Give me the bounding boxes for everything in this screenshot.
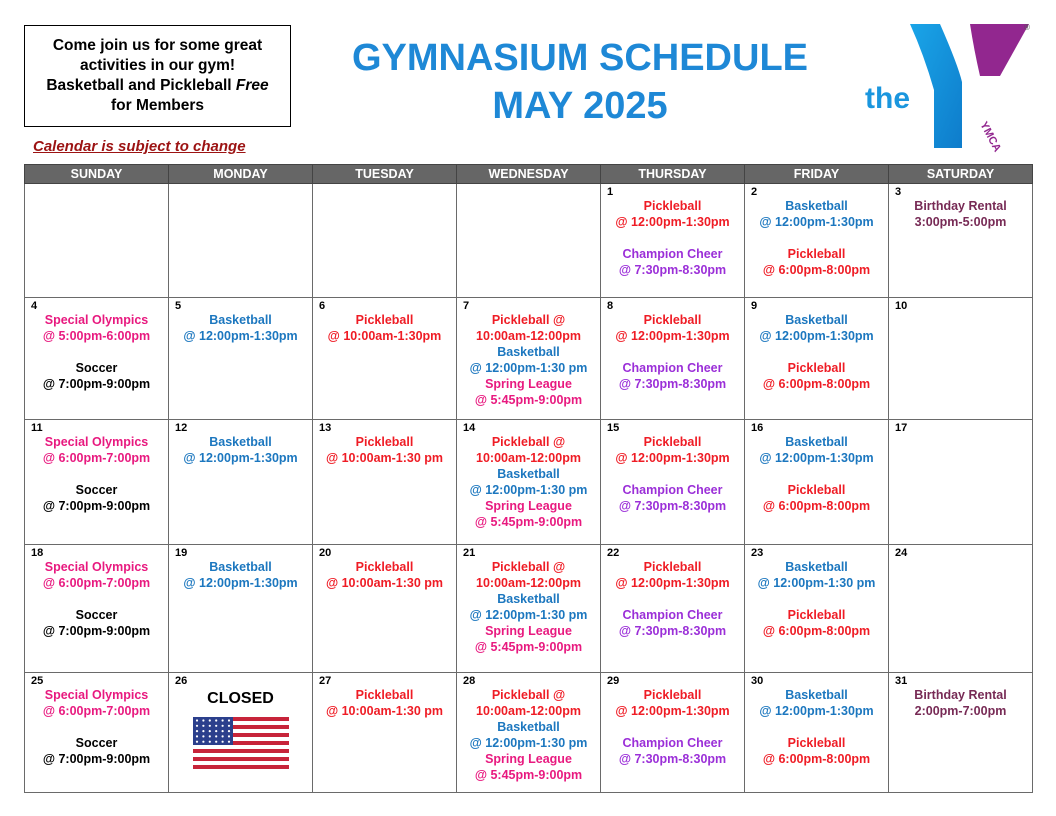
bball-event-line: Basketball [497, 720, 560, 734]
closed-label: CLOSED [207, 690, 274, 707]
event-spacer [601, 466, 744, 482]
event-spacer [745, 466, 888, 482]
bball-event-line: @ 12:00pm-1:30pm [759, 704, 874, 718]
weekday-header: FRIDAY [745, 165, 889, 184]
special-event-line: Special Olympics [44, 688, 149, 702]
day-cell [601, 545, 745, 673]
day-cell [745, 545, 889, 673]
day-events [25, 545, 168, 639]
pickle-event-line: Pickleball [643, 560, 702, 574]
day-cell [169, 184, 313, 298]
promo-line: for Members [110, 97, 205, 114]
day-cell [25, 298, 169, 420]
day-events [601, 420, 744, 514]
day-cell [313, 545, 457, 673]
event-spacer [25, 591, 168, 607]
day-events [745, 545, 888, 639]
day-cell [313, 184, 457, 298]
pickle-event-line: Pickleball [355, 435, 414, 449]
cheer-event-line: Champion Cheer [622, 736, 723, 750]
day-events [889, 673, 1032, 719]
calendar-week-row [25, 420, 1033, 545]
day-events [169, 298, 312, 344]
pickle-event-line: @ 10:00am-1:30 pm [325, 576, 444, 590]
spring-event-line: Spring League [485, 499, 572, 513]
title-line-month: MAY 2025 [492, 85, 668, 127]
pickle-event-line: Pickleball [787, 247, 846, 261]
day-events [169, 545, 312, 591]
day-cell [745, 298, 889, 420]
day-events [25, 673, 168, 767]
day-number: 17 [895, 422, 908, 434]
day-events [889, 298, 1032, 312]
special-event-line: @ 6:00pm-7:00pm [42, 576, 151, 590]
pickle-event-line: @ 6:00pm-8:00pm [762, 263, 871, 277]
pickle-event-line: @ 12:00pm-1:30pm [615, 576, 730, 590]
special-event-line: @ 6:00pm-7:00pm [42, 704, 151, 718]
day-number: 24 [895, 547, 908, 559]
calendar-week-row [25, 545, 1033, 673]
day-events [745, 184, 888, 278]
day-cell [169, 298, 313, 420]
day-events [313, 184, 456, 198]
pickle-event-line: @ 6:00pm-8:00pm [762, 624, 871, 638]
day-events [745, 298, 888, 392]
birthday-event-line: 2:00pm-7:00pm [914, 704, 1007, 718]
pickle-event-line: @ 6:00pm-8:00pm [762, 752, 871, 766]
bball-event-line: Basketball [497, 345, 560, 359]
day-cell [889, 420, 1033, 545]
event-spacer [601, 230, 744, 246]
day-number: 21 [463, 547, 476, 559]
pickle-event-line: Pickleball [643, 435, 702, 449]
bball-event-line: Basketball [497, 592, 560, 606]
day-number: 5 [175, 300, 182, 312]
pickle-event-line: Pickleball [787, 361, 846, 375]
bball-event-line: Basketball [785, 688, 848, 702]
day-cell [745, 184, 889, 298]
promo-line-text: Basketball and Pickleball [46, 77, 236, 94]
bball-event-line: Basketball [209, 560, 272, 574]
cheer-event-line: @ 7:30pm-8:30pm [618, 752, 727, 766]
event-spacer [25, 719, 168, 735]
event-spacer [25, 466, 168, 482]
promo-line: Come join us for some great [52, 37, 263, 54]
day-cell [457, 184, 601, 298]
day-number: 29 [607, 675, 620, 687]
day-cell [601, 420, 745, 545]
special-event-line: @ 6:00pm-7:00pm [42, 451, 151, 465]
pickle-event-line: @ 12:00pm-1:30pm [615, 329, 730, 343]
pickle-event-line: @ 10:00am-1:30 pm [325, 451, 444, 465]
pickle-event-line: 10:00am-12:00pm [476, 451, 581, 465]
pickle-event-line: Pickleball @ [491, 313, 566, 327]
day-events [313, 420, 456, 466]
special-event-line: Special Olympics [44, 560, 149, 574]
logo-the-text: the [865, 82, 910, 115]
calendar-week-row [25, 673, 1033, 793]
calendar-week-row [25, 184, 1033, 298]
pickle-event-line: Pickleball [787, 608, 846, 622]
day-events [457, 184, 600, 198]
cheer-event-line: @ 7:30pm-8:30pm [618, 624, 727, 638]
day-number: 22 [607, 547, 620, 559]
day-cell [313, 420, 457, 545]
event-spacer [601, 719, 744, 735]
bball-event-line: @ 12:00pm-1:30pm [759, 215, 874, 229]
day-events [457, 545, 600, 655]
day-cell [889, 545, 1033, 673]
pickle-event-line: Pickleball @ [491, 560, 566, 574]
day-number: 28 [463, 675, 476, 687]
day-cell [457, 420, 601, 545]
special-event-line: Special Olympics [44, 313, 149, 327]
pickle-event-line: Pickleball [643, 199, 702, 213]
logo-ymca-text: YMCA [977, 119, 1004, 155]
bball-event-line: Basketball [785, 560, 848, 574]
pickle-event-line: @ 10:00am-1:30 pm [325, 704, 444, 718]
day-number: 18 [31, 547, 44, 559]
day-events [313, 673, 456, 719]
soccer-event-line: Soccer [75, 361, 118, 375]
spring-event-line: @ 5:45pm-9:00pm [474, 515, 583, 529]
day-number: 16 [751, 422, 764, 434]
bball-event-line: @ 12:00pm-1:30 pm [757, 576, 876, 590]
weekday-header: SUNDAY [25, 165, 169, 184]
day-events [601, 545, 744, 639]
pickle-event-line: 10:00am-12:00pm [476, 329, 581, 343]
calendar-week-row [25, 298, 1033, 420]
event-spacer [745, 719, 888, 735]
day-events [745, 673, 888, 767]
day-events [601, 673, 744, 767]
day-events [601, 184, 744, 278]
pickle-event-line: Pickleball [787, 736, 846, 750]
pickle-event-line: @ 6:00pm-8:00pm [762, 377, 871, 391]
day-cell [313, 673, 457, 793]
day-events [457, 420, 600, 530]
weekday-header: WEDNESDAY [457, 165, 601, 184]
soccer-event-line: @ 7:00pm-9:00pm [42, 377, 151, 391]
weekday-header-row [25, 165, 1033, 184]
day-events [169, 420, 312, 466]
title-line-schedule: GYMNASIUM SCHEDULE [351, 37, 809, 79]
day-events [889, 420, 1032, 434]
day-cell [25, 673, 169, 793]
soccer-event-line: Soccer [75, 736, 118, 750]
promo-free-emphasis: Free [235, 77, 269, 94]
event-spacer [601, 591, 744, 607]
day-cell [169, 673, 313, 793]
day-number: 30 [751, 675, 764, 687]
pickle-event-line: Pickleball [643, 688, 702, 702]
spring-event-line: Spring League [485, 377, 572, 391]
pickle-event-line: @ 12:00pm-1:30pm [615, 451, 730, 465]
day-number: 9 [751, 300, 758, 312]
day-number: 14 [463, 422, 476, 434]
day-events [25, 184, 168, 198]
ymca-logo [862, 20, 1037, 155]
day-events [25, 420, 168, 514]
day-number: 10 [895, 300, 908, 312]
day-number: 31 [895, 675, 908, 687]
day-cell [745, 420, 889, 545]
cheer-event-line: Champion Cheer [622, 608, 723, 622]
pickle-event-line: 10:00am-12:00pm [476, 576, 581, 590]
day-events [457, 298, 600, 408]
day-cell [25, 184, 169, 298]
spring-event-line: @ 5:45pm-9:00pm [474, 640, 583, 654]
day-number: 8 [607, 300, 614, 312]
pickle-event-line: @ 6:00pm-8:00pm [762, 499, 871, 513]
day-number: 4 [31, 300, 38, 312]
weekday-header: TUESDAY [313, 165, 457, 184]
day-cell [457, 298, 601, 420]
event-spacer [745, 591, 888, 607]
pickle-event-line: @ 12:00pm-1:30pm [615, 215, 730, 229]
pickle-event-line: Pickleball [355, 560, 414, 574]
bball-event-line: @ 12:00pm-1:30pm [183, 576, 298, 590]
birthday-event-line: Birthday Rental [914, 688, 1007, 702]
pickle-event-line: Pickleball [643, 313, 702, 327]
bball-event-line: @ 12:00pm-1:30 pm [469, 736, 588, 750]
soccer-event-line: @ 7:00pm-9:00pm [42, 752, 151, 766]
day-number: 15 [607, 422, 620, 434]
event-spacer [745, 344, 888, 360]
day-events [313, 298, 456, 344]
birthday-event-line: 3:00pm-5:00pm [914, 215, 1007, 229]
cheer-event-line: @ 7:30pm-8:30pm [618, 263, 727, 277]
pickle-event-line: Pickleball @ [491, 688, 566, 702]
soccer-event-line: Soccer [75, 608, 118, 622]
day-number: 7 [463, 300, 470, 312]
spring-event-line: @ 5:45pm-9:00pm [474, 768, 583, 782]
spring-event-line: Spring League [485, 752, 572, 766]
weekday-header: THURSDAY [601, 165, 745, 184]
page-title [320, 34, 840, 130]
cheer-event-line: Champion Cheer [622, 361, 723, 375]
bball-event-line: @ 12:00pm-1:30 pm [469, 483, 588, 497]
bball-event-line: @ 12:00pm-1:30pm [183, 329, 298, 343]
calendar-grid [24, 164, 1033, 793]
bball-event-line: Basketball [209, 313, 272, 327]
day-number: 27 [319, 675, 332, 687]
soccer-event-line: Soccer [75, 483, 118, 497]
day-events [169, 184, 312, 198]
weekday-header: MONDAY [169, 165, 313, 184]
pickle-event-line: 10:00am-12:00pm [476, 704, 581, 718]
promo-line: activities in our gym! [79, 57, 236, 74]
pickle-event-line: @ 10:00am-1:30pm [327, 329, 442, 343]
day-number: 26 [175, 675, 188, 687]
pickle-event-line: Pickleball [355, 313, 414, 327]
day-cell [889, 298, 1033, 420]
cheer-event-line: @ 7:30pm-8:30pm [618, 499, 727, 513]
birthday-event-line: Birthday Rental [914, 199, 1007, 213]
day-events [889, 184, 1032, 230]
day-number: 1 [607, 186, 614, 198]
pickle-event-line: Pickleball [355, 688, 414, 702]
day-events [889, 545, 1032, 559]
day-events [25, 298, 168, 392]
special-event-line: Special Olympics [44, 435, 149, 449]
bball-event-line: @ 12:00pm-1:30pm [183, 451, 298, 465]
day-number: 3 [895, 186, 902, 198]
bball-event-line: @ 12:00pm-1:30pm [759, 329, 874, 343]
day-number: 6 [319, 300, 326, 312]
day-number: 2 [751, 186, 758, 198]
subject-to-change-note: Calendar is subject to change [33, 138, 246, 155]
bball-event-line: Basketball [209, 435, 272, 449]
event-spacer [745, 230, 888, 246]
day-cell [601, 298, 745, 420]
day-cell [169, 420, 313, 545]
day-number: 23 [751, 547, 764, 559]
special-event-line: @ 5:00pm-6:00pm [42, 329, 151, 343]
day-events [313, 545, 456, 591]
pickle-event-line: Pickleball @ [491, 435, 566, 449]
day-events [745, 420, 888, 514]
registered-mark: ® [1024, 23, 1030, 32]
pickle-event-line: @ 12:00pm-1:30pm [615, 704, 730, 718]
day-events [601, 298, 744, 392]
day-number: 11 [31, 422, 43, 434]
bball-event-line: Basketball [497, 467, 560, 481]
day-number: 20 [319, 547, 332, 559]
promo-box [24, 25, 291, 127]
bball-event-line: @ 12:00pm-1:30 pm [469, 608, 588, 622]
bball-event-line: Basketball [785, 435, 848, 449]
cheer-event-line: Champion Cheer [622, 483, 723, 497]
event-spacer [25, 344, 168, 360]
day-cell [313, 298, 457, 420]
day-number: 12 [175, 422, 188, 434]
day-cell [889, 673, 1033, 793]
day-cell [169, 545, 313, 673]
ymca-logo-graphic [862, 20, 1037, 155]
bball-event-line: Basketball [785, 313, 848, 327]
day-number: 25 [31, 675, 44, 687]
promo-line [46, 76, 268, 96]
day-cell [25, 545, 169, 673]
day-events [169, 673, 312, 769]
day-number: 19 [175, 547, 188, 559]
soccer-event-line: @ 7:00pm-9:00pm [42, 499, 151, 513]
bball-event-line: Basketball [785, 199, 848, 213]
day-cell [25, 420, 169, 545]
day-number: 13 [319, 422, 332, 434]
us-flag-icon [193, 717, 289, 769]
weekday-header: SATURDAY [889, 165, 1033, 184]
pickle-event-line: Pickleball [787, 483, 846, 497]
day-cell [745, 673, 889, 793]
bball-event-line: @ 12:00pm-1:30pm [759, 451, 874, 465]
cheer-event-line: @ 7:30pm-8:30pm [618, 377, 727, 391]
day-cell [889, 184, 1033, 298]
day-cell [457, 673, 601, 793]
bball-event-line: @ 12:00pm-1:30 pm [469, 361, 588, 375]
soccer-event-line: @ 7:00pm-9:00pm [42, 624, 151, 638]
day-events [457, 673, 600, 783]
spring-event-line: @ 5:45pm-9:00pm [474, 393, 583, 407]
event-spacer [601, 344, 744, 360]
cheer-event-line: Champion Cheer [622, 247, 723, 261]
spring-event-line: Spring League [485, 624, 572, 638]
day-cell [601, 184, 745, 298]
day-cell [457, 545, 601, 673]
day-cell [601, 673, 745, 793]
